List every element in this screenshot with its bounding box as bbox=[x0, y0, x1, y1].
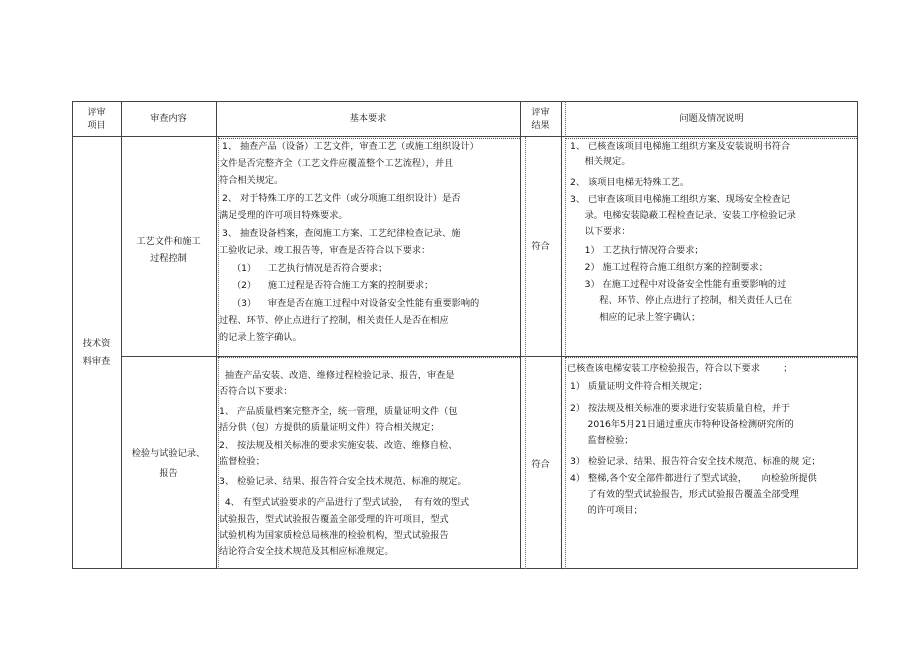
row2-content-line2: 报告 bbox=[159, 468, 178, 479]
row2-issue-line: 3） 检验记录、结果、报告符合安全技术规范、标准的规 定； bbox=[570, 456, 821, 467]
row1-req-line: 文件是否完整齐全（工艺文件应覆盖整个工艺流程），并且 bbox=[219, 158, 454, 169]
row2-req-line: 否符合以下要求： bbox=[219, 386, 293, 397]
row2-result: 符合 bbox=[531, 459, 550, 470]
header-issues: 问题及情况说明 bbox=[679, 113, 744, 124]
row1-content-line1: 工艺文件和施工 bbox=[136, 236, 201, 247]
row1-req-line: （3） 审查是否在施工过程中对设备安全性能有重要影响的 bbox=[232, 298, 480, 309]
header-item-line2: 项目 bbox=[87, 120, 106, 131]
row1-req-line: 符合相关规定。 bbox=[219, 175, 284, 186]
row2-issue-line: 已核查该电梯安装工序检验报告，符合以下要求 ； bbox=[567, 363, 793, 374]
row1-req-line: 过程、环节、停止点进行了控制，相关责任人是否在相应 bbox=[219, 315, 449, 326]
row2-req-line: 试验报告，型式试验报告覆盖全部受理的许可项目，型式 bbox=[219, 514, 449, 525]
header-result-line2: 结果 bbox=[531, 120, 550, 131]
row2-req-line: 4、 有型式试验要求的产品进行了型式试验， 有有效的型式 bbox=[219, 497, 470, 508]
category-line1: 技术资 bbox=[82, 338, 111, 349]
row1-issue-line: 录。电梯安装隐蔽工程检查记录、安装工序检验记录 bbox=[570, 210, 796, 221]
row2-req-line: 试验机构为国家质检总局核准的检验机构，型式试验报告 bbox=[219, 530, 449, 541]
row1-req-line: 3、 抽查设备档案，查阅施工方案、工艺纪律检查记录、施 bbox=[222, 228, 461, 239]
row1-issue-line: 相关规定。 bbox=[570, 156, 631, 167]
row1-req-line: 满足受理的许可项目特殊要求。 bbox=[219, 210, 348, 221]
row1-issue-line: 3、 已审查该项目电梯施工组织方案、现场安全检查记 bbox=[570, 194, 791, 205]
row1-issue-line: 以下要求： bbox=[570, 226, 631, 237]
row2-issue-line: 的许可项目； bbox=[570, 505, 643, 516]
row1-req-line: （1） 工艺执行情况是否符合要求； bbox=[232, 263, 388, 274]
row1-req-line: 的记录上签字确认。 bbox=[219, 332, 302, 343]
row1-req-line: 工验收记录、竣工报告等，审查是否符合以下要求： bbox=[219, 245, 431, 256]
row2-issue-line: 4） 整梯,各个安全部件都进行了型式试验， 向检验所提供 bbox=[570, 473, 817, 484]
row1-result: 符合 bbox=[531, 241, 550, 252]
row2-issue-line: 监督检验； bbox=[570, 435, 634, 446]
row1-issue-line: 2、 该项目电梯无特殊工艺。 bbox=[570, 177, 690, 188]
row1-issue-line: 程、环节、停止点进行了控制，相关责任人已在 bbox=[570, 295, 793, 306]
row1-issue-line: 1、 已核查该项目电梯施工组织方案及安装说明书符合 bbox=[570, 141, 791, 152]
row2-issue-line: 2016年5月21日通过重庆市特种设备检测研究所的 bbox=[570, 419, 794, 430]
header-result-line1: 评审 bbox=[531, 107, 550, 118]
header-item-line1: 评审 bbox=[87, 107, 106, 118]
row2-issue-line: 了有效的型式试验报告，形式试验报告覆盖全部受理 bbox=[570, 489, 799, 500]
row1-req-line: （2） 施工过程是否符合施工方案的控制要求； bbox=[232, 280, 434, 291]
row2-req-line: 括分供（包）方提供的质量证明文件）符合相关规定； bbox=[219, 422, 440, 433]
row1-req-line: 1、 抽查产品（设备）工艺文件，审查工艺（或施工组织设计） bbox=[222, 141, 479, 152]
row2-req-line: 2、 按法规及相关标准的要求实施安装、改造、维修自检、 bbox=[219, 440, 458, 451]
row1-issue-line: 2） 施工过程符合施工组织方案的控制要求； bbox=[570, 262, 768, 273]
row1-req-line: 2、 对于特殊工序的工艺文件（或分项施工组织设计）是否 bbox=[222, 193, 461, 204]
row2-req-line: 监督检验； bbox=[219, 456, 265, 467]
row2-req-line: 1、 产品质量档案完整齐全，统一管理，质量证明文件（包 bbox=[219, 406, 458, 417]
row2-req-line: 结论符合安全技术规范及其相应标准规定。 bbox=[219, 546, 394, 557]
row2-issue-line: 1） 质量证明文件符合相关规定； bbox=[570, 381, 708, 392]
row1-issue-line: 相应的记录上签字确认； bbox=[570, 312, 701, 323]
row1-issue-line: 1） 工艺执行情况符合要求； bbox=[570, 245, 704, 256]
row2-req-line: 3、 检验记录、结果、报告符合安全技术规范、标准的规定。 bbox=[219, 476, 467, 487]
header-requirements: 基本要求 bbox=[349, 113, 387, 124]
row1-content-line2: 过程控制 bbox=[150, 253, 187, 264]
header-content: 审查内容 bbox=[150, 113, 187, 124]
row2-req-line: 抽查产品安装、改造、维修过程检验记录、报告，审查是 bbox=[219, 370, 455, 381]
row1-issue-line: 3） 在施工过程中对设备安全性能有重要影响的过 bbox=[570, 279, 787, 290]
row2-content-line1: 检验与试验记录、 bbox=[131, 448, 206, 459]
row2-issue-line: 2） 按法规及相关标准的要求进行安装质量自检，并于 bbox=[570, 403, 791, 414]
category-line2: 料审查 bbox=[82, 356, 111, 367]
